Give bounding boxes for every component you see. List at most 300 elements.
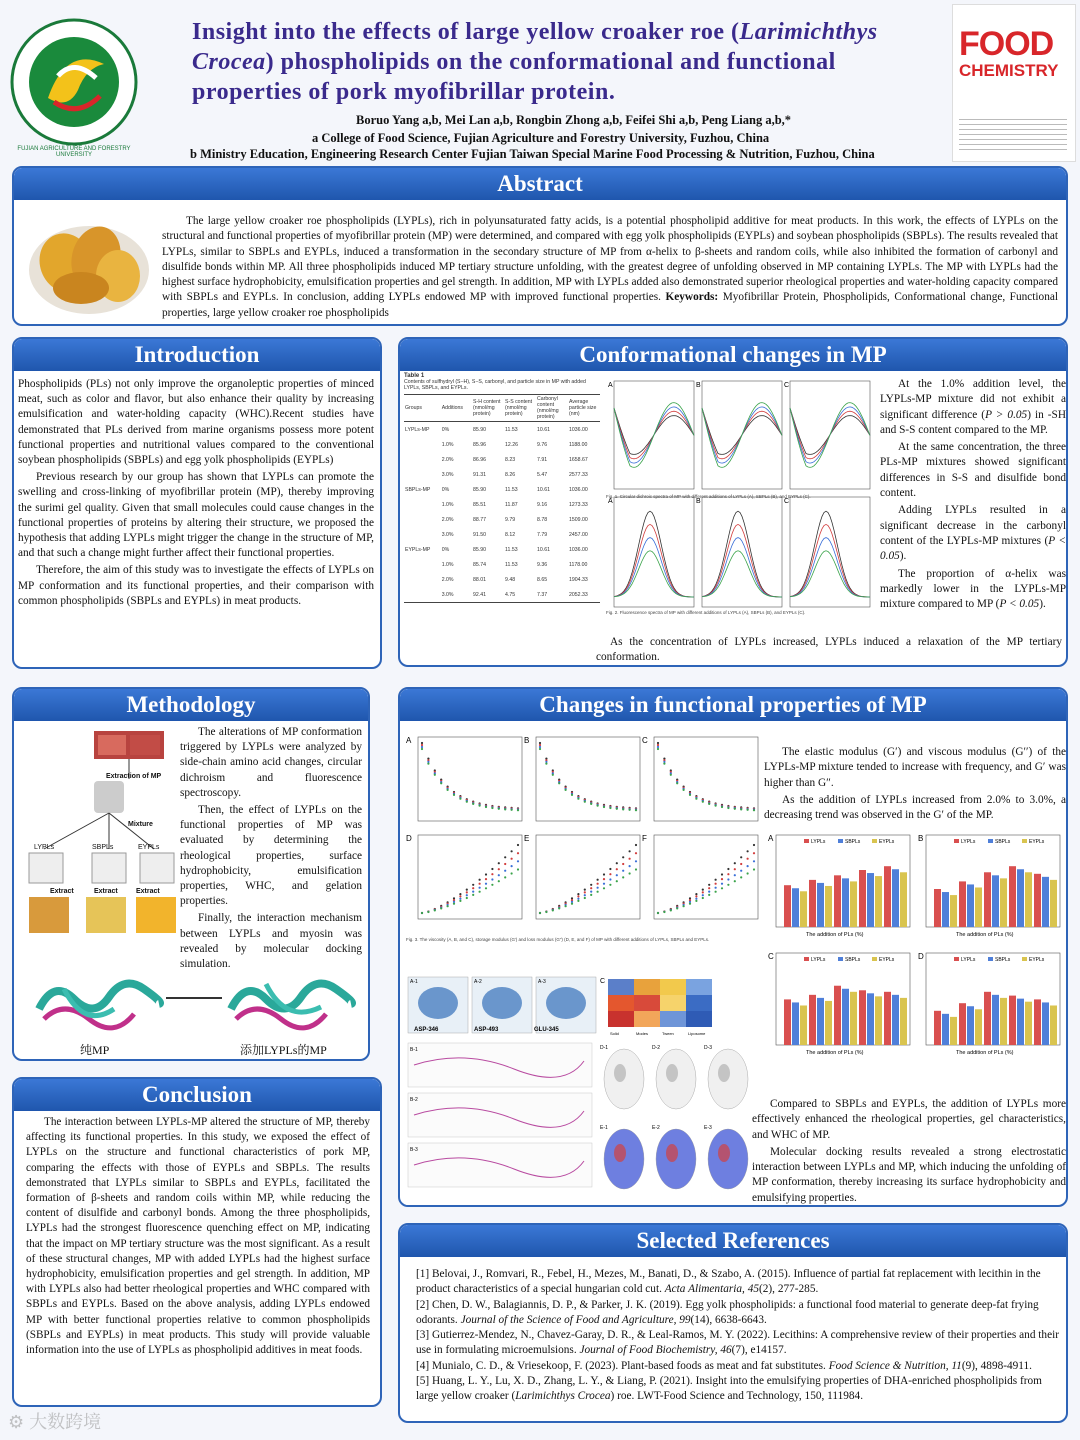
data-point: [616, 808, 618, 810]
chart-panel-label: F: [642, 834, 647, 843]
table-cell: 8.12: [505, 531, 516, 538]
data-point: [539, 744, 541, 746]
heatmap-col-label: Modes: [636, 1031, 649, 1036]
data-point: [498, 874, 500, 876]
bar: [942, 892, 949, 927]
conf-p3-text-c: ).: [899, 550, 907, 563]
data-point: [715, 805, 717, 807]
table-cell: 1.0%: [441, 441, 454, 448]
data-point: [616, 880, 618, 882]
heatmap-cell: [634, 995, 660, 1011]
data-point: [584, 889, 586, 891]
table-cell: 10.61: [537, 546, 550, 553]
data-point: [721, 878, 723, 880]
docking-label: B-3: [410, 1147, 418, 1153]
protein-surface: [482, 987, 522, 1019]
bar: [875, 876, 882, 927]
table-row: [404, 497, 600, 512]
title-line2-a: Crocea: [192, 49, 266, 75]
data-point: [466, 897, 468, 899]
conclusion-panel: [12, 1077, 382, 1407]
data-point: [603, 883, 605, 885]
chart-panel-label: C: [784, 498, 790, 505]
table-cell: EYPLs-MP: [405, 546, 431, 553]
bar: [1050, 880, 1057, 927]
reference-text: [4] Munialo, C. D., & Vriesekoop, F. (2023). Plant-based foods as meat and fat substitutes.: [416, 1359, 829, 1372]
data-point: [459, 898, 461, 900]
func-paragraph-1: The elastic modulus (G′) and viscous modulus (G′′) of the LYPLs-MP mixture tended to increase with frequency, and G′ was higher than G″.: [764, 746, 1066, 789]
data-point: [609, 884, 611, 886]
keywords-text: Myofibrillar Protein, Phospholipids, Conformational change, Functional properties, large yellow croaker roe phospholipids: [162, 291, 1058, 319]
molecular-docking-figure: [404, 973, 758, 1205]
conformational-heading: Conformational changes in MP: [400, 339, 1066, 371]
data-point: [689, 903, 691, 905]
table-header-cell: Additions: [441, 405, 464, 411]
bar: [984, 872, 991, 927]
legend-swatch: [872, 839, 877, 843]
data-point: [479, 805, 481, 807]
chart-panel-label: D: [918, 952, 924, 961]
chart-panel-label: B: [696, 382, 701, 389]
legend-swatch: [872, 957, 877, 961]
docking-label: C: [600, 978, 606, 985]
heatmap-cell: [686, 995, 712, 1011]
watermark-text: 大数跨境: [29, 1412, 102, 1432]
data-point: [740, 876, 742, 878]
bar: [842, 989, 849, 1045]
table-cell: [404, 527, 441, 542]
label-lypls: LYPLs: [34, 844, 55, 851]
data-point: [727, 868, 729, 870]
data-point: [504, 856, 506, 858]
keywords-label: Keywords:: [665, 291, 719, 304]
bar: [784, 999, 791, 1045]
data-point: [447, 789, 449, 791]
heatmap-cell: [686, 979, 712, 995]
title-line3: properties of pork myofibrillar protein.: [192, 79, 616, 105]
bar: [875, 996, 882, 1045]
bar: [784, 885, 791, 927]
data-point: [539, 746, 541, 748]
table-header-cell: Average particle size (nm): [569, 399, 597, 417]
data-point: [479, 879, 481, 881]
bar: [867, 873, 874, 927]
conf-p4-text-a: The proportion of α-helix was markedly lower in the LYPLs-MP mixture compared to MP (: [880, 567, 1066, 611]
data-point: [635, 844, 637, 846]
data-point: [577, 893, 579, 895]
data-point: [466, 891, 468, 893]
conf-p1-text-c: ) in -SH and S-S content compared to the MP.: [880, 408, 1066, 436]
data-point: [629, 872, 631, 874]
table-cell: 9.48: [505, 576, 516, 583]
heatmap-cell: [608, 1011, 634, 1027]
data-point: [622, 863, 624, 865]
data-point: [609, 873, 611, 875]
func-paragraph-2: As the addition of LYPLs increased from 2.0% to 3.0%, a decreasing trend was observed in the G′ of the MP.: [764, 793, 1066, 822]
data-point: [603, 878, 605, 880]
data-point: [695, 900, 697, 902]
cd-caption: Fig. 1. Circular dichroic spectra of MP with different additions of LYPLs (A), SBPLs (B), and EYPLs (C).: [606, 494, 811, 499]
bar: [1034, 874, 1041, 927]
table-row: [404, 557, 600, 572]
table-row: [404, 587, 600, 603]
heatmap-cell: [660, 979, 686, 995]
heatmap-cell: [660, 1011, 686, 1027]
table-cell: 0%: [441, 486, 450, 493]
journal-cover: [952, 4, 1076, 162]
table-row: [404, 542, 600, 557]
heatmap-col-label: Tween: [662, 1031, 674, 1036]
data-point: [708, 803, 710, 805]
table-cell: [404, 467, 441, 482]
data-point: [472, 884, 474, 886]
data-point: [727, 873, 729, 875]
data-point: [552, 909, 554, 911]
data-point: [584, 894, 586, 896]
data-point: [740, 870, 742, 872]
table-cell: 85.90: [473, 426, 486, 433]
legend-label: LYPLs: [961, 957, 976, 963]
abstract-body: [162, 214, 1058, 321]
docking-label: D-3: [704, 1045, 713, 1051]
conf-p1-text-a: At the 1.0% addition level, the LYPLs-MP mixture did not exhibit a significant difference (: [880, 378, 1066, 421]
table-cell: 3.0%: [441, 591, 454, 598]
chart-panel-label: C: [642, 736, 648, 745]
label-extract-2: Extract: [94, 888, 118, 895]
data-point: [511, 858, 513, 860]
data-point: [657, 748, 659, 750]
table-cell: 9.76: [537, 441, 548, 448]
table-row: [404, 512, 600, 527]
bar: [900, 998, 907, 1045]
table-cell: SBPLs-MP: [405, 486, 431, 493]
legend-swatch: [1022, 839, 1027, 843]
watermark-icon: ⚙: [8, 1412, 30, 1432]
data-point: [715, 891, 717, 893]
chart-panel-label: A: [406, 736, 412, 745]
docking-label: D-1: [600, 1045, 609, 1051]
bar: [992, 875, 999, 927]
data-point: [558, 782, 560, 784]
bar: [959, 881, 966, 927]
bar: [884, 866, 891, 927]
data-point: [609, 807, 611, 809]
residue-label: ASP-493: [474, 1027, 499, 1033]
bar: [1009, 996, 1016, 1045]
functional-bar-charts: [768, 831, 1064, 1071]
data-point: [479, 883, 481, 885]
data-point: [734, 862, 736, 864]
chart-panel-label: A: [608, 498, 613, 505]
data-point: [753, 868, 755, 870]
legend-swatch: [804, 957, 809, 961]
rheology-caption: Fig. 3. The viscosity (A, B, and C), storage modulus (G′) and loss modulus (G″) (D, E, and F) of MP with different additions of LYPLs, SBPLs and EYPLs.: [406, 937, 710, 942]
table-cell: 2.0%: [441, 516, 454, 523]
data-point: [504, 808, 506, 810]
table-cell: 85.74: [473, 561, 486, 568]
data-point: [603, 873, 605, 875]
data-point: [434, 774, 436, 776]
data-point: [629, 850, 631, 852]
label-extract-3: Extract: [136, 888, 160, 895]
introduction-body: [14, 371, 380, 609]
caption-pure-mp: 纯MP: [80, 1043, 110, 1057]
data-point: [539, 912, 541, 914]
university-logo: [8, 6, 140, 158]
chart-frame: [536, 835, 640, 919]
table-row: [404, 467, 600, 482]
table-cell: 11.53: [505, 546, 518, 553]
data-point: [734, 880, 736, 882]
legend-swatch: [804, 839, 809, 843]
protein-structure-right: [226, 969, 356, 1035]
data-point: [603, 806, 605, 808]
chart-panel-label: D: [406, 834, 412, 843]
bar: [1017, 999, 1024, 1045]
table-row: [404, 437, 600, 452]
legend-label: LYPLs: [811, 839, 826, 845]
data-point: [472, 891, 474, 893]
docking-label: E-2: [652, 1125, 660, 1131]
data-point: [590, 887, 592, 889]
data-point: [635, 809, 637, 811]
docking-label: B-2: [410, 1097, 418, 1103]
bar: [1025, 1002, 1032, 1045]
reference-text: [3] Gutierrez-Mendez, N., Chavez-Garay, D. R., & Leal-Ramos, M. Y. (2022). Lecithins: A comprehensive review of their properties and their use in formulating microemulsions.: [416, 1329, 1059, 1357]
data-point: [740, 863, 742, 865]
reference-list: [400, 1257, 1066, 1405]
table-cell: 88.01: [473, 576, 486, 583]
func-paragraph-4: Molecular docking results revealed a strong electrostatic interaction between LYPLs and MP, which inducing the unfolding of MP conformation, thereby increasing its surface hydrophobicity and emulsifying properties.: [752, 1145, 1066, 1204]
table-cell: 85.96: [473, 441, 486, 448]
table-row: [404, 572, 600, 587]
bar: [942, 1014, 949, 1045]
data-point: [657, 744, 659, 746]
data-point: [689, 794, 691, 796]
data-point: [466, 894, 468, 896]
data-point: [622, 856, 624, 858]
table-cell: 1188.00: [569, 441, 588, 448]
data-point: [708, 884, 710, 886]
data-point: [577, 798, 579, 800]
data-point: [622, 808, 624, 810]
table-cell: 1509.00: [569, 516, 588, 523]
data-point: [740, 808, 742, 810]
data-point: [635, 868, 637, 870]
data-point: [590, 884, 592, 886]
data-point: [721, 873, 723, 875]
data-point: [459, 798, 461, 800]
reference-pages: (2), 277-285.: [759, 1283, 819, 1296]
surface-patch: [666, 1064, 678, 1082]
data-point: [747, 858, 749, 860]
journal-chemistry: CHEMISTRY: [959, 61, 1059, 80]
data-point: [565, 789, 567, 791]
bar: [892, 869, 899, 927]
legend-swatch: [954, 839, 959, 843]
data-point: [590, 891, 592, 893]
data-point: [491, 884, 493, 886]
data-point: [597, 883, 599, 885]
data-point: [721, 887, 723, 889]
bar: [842, 878, 849, 927]
functional-right-text-top: [764, 745, 1066, 825]
data-point: [472, 894, 474, 896]
data-point: [485, 806, 487, 808]
introduction-panel: [12, 337, 382, 669]
bar: [1025, 872, 1032, 927]
data-point: [485, 883, 487, 885]
bar: [934, 1011, 941, 1045]
reference-journal: Journal of Food Biochemistry, 46: [579, 1344, 732, 1357]
bar: [850, 992, 857, 1045]
legend-label: SBPLs: [995, 957, 1011, 963]
data-point: [747, 850, 749, 852]
data-point: [695, 798, 697, 800]
bar: [934, 889, 941, 927]
data-point: [695, 895, 697, 897]
chart-frame: [654, 737, 758, 821]
data-point: [609, 878, 611, 880]
functional-heading: Changes in functional properties of MP: [400, 689, 1066, 721]
bar: [834, 986, 841, 1045]
data-point: [721, 806, 723, 808]
table-caption: Contents of sulfhydryl (S−H), S−S, carbonyl, and particle size in MP with added LYPLs, SBPLs, and EYPLs.: [404, 379, 586, 391]
references-panel: [398, 1223, 1068, 1423]
data-point: [491, 878, 493, 880]
data-point: [702, 897, 704, 899]
poster-title: [192, 17, 952, 107]
data-point: [466, 801, 468, 803]
data-point: [472, 887, 474, 889]
conf-paragraph-3: [880, 503, 1066, 564]
data-point: [676, 782, 678, 784]
table-header-cell: S-H content (nmol/mg protein): [473, 399, 501, 417]
bar: [859, 990, 866, 1045]
data-point: [479, 891, 481, 893]
data-point: [734, 868, 736, 870]
data-point: [670, 774, 672, 776]
data-point: [498, 808, 500, 810]
legend-swatch: [954, 957, 959, 961]
abstract-heading: Abstract: [14, 168, 1066, 200]
affiliation-a: a College of Food Science, Fujian Agriculture and Forestry University, Fuzhou, China: [312, 131, 770, 145]
data-point: [635, 852, 637, 854]
data-point: [453, 794, 455, 796]
data-point: [629, 809, 631, 811]
data-point: [421, 744, 423, 746]
data-point: [539, 748, 541, 750]
table-header-row: [404, 395, 600, 422]
title-line2-b: ) phospholipids on the conformational and functional: [265, 49, 836, 75]
data-point: [616, 862, 618, 864]
title-line1-a: Insight into the effects of large yellow croaker roe (: [192, 19, 740, 45]
docking-label: A-1: [410, 979, 418, 985]
legend-label: LYPLs: [961, 839, 976, 845]
conf-p4-text-c: ).: [1039, 598, 1046, 611]
reference-item: [416, 1267, 1060, 1298]
heatmap-cell: [608, 979, 634, 995]
table-cell: 7.37: [537, 591, 548, 598]
reference-item: [416, 1374, 1060, 1405]
data-point: [663, 911, 665, 913]
data-point: [727, 884, 729, 886]
data-point: [616, 868, 618, 870]
reference-journal: Food Science & Nutrition, 11: [828, 1359, 962, 1372]
data-point: [657, 912, 659, 914]
bar: [800, 1005, 807, 1045]
croaker-roe-image: [26, 208, 152, 318]
protein-structure-left: [34, 969, 164, 1035]
legend-swatch: [838, 957, 843, 961]
table-cell: 91.31: [473, 471, 486, 478]
reference-item: [416, 1298, 1060, 1329]
data-point: [453, 903, 455, 905]
residue-label: GLU-345: [534, 1027, 559, 1033]
watermark: [8, 1408, 168, 1434]
bar: [967, 1006, 974, 1045]
docking-label: A-2: [474, 979, 482, 985]
table-cell: 1036.00: [569, 486, 588, 493]
intro-paragraph-2: Previous research by our group has shown that LYPLs can promote the swelling and cross-linking of myofibrillar protein (MP), thereby improving the surimi gel quality. Given that small molecules could cause changes in the functional properties of proteins by altering their structure, we proposed the hypothesis that adding LYPLs might trigger the change in the structure of MP, and that such a change might further affect their functional properties.: [18, 471, 374, 560]
data-point: [479, 887, 481, 889]
reference-pages: ) roe. LWT-Food Science and Technology, 150, 111984.: [610, 1390, 864, 1403]
chart-frame: [536, 737, 640, 821]
bar: [1000, 878, 1007, 927]
reference-text: [1] Belovai, J., Romvari, R., Febel, H., Mezes, M., Banati, D., & Szabo, A. (2015). Influence of partial fat replacement with lecithin in the product characteristics of a special hungarian cold cut.: [416, 1268, 1041, 1296]
references-heading: Selected References: [400, 1225, 1066, 1257]
method-paragraph-3: Finally, the interaction mechanism between LYPLs and myosin was revealed by molecular docking simulation.: [180, 912, 362, 971]
data-point: [635, 860, 637, 862]
chart-panel-label: A: [768, 834, 774, 843]
table-cell: 85.90: [473, 546, 486, 553]
table-cell: 10.61: [537, 426, 550, 433]
data-point: [434, 909, 436, 911]
data-point: [753, 852, 755, 854]
data-point: [708, 891, 710, 893]
data-point: [545, 763, 547, 765]
introduction-heading: Introduction: [14, 339, 380, 371]
reference-item: [416, 1328, 1060, 1359]
methodology-flow-diagram: [24, 729, 184, 939]
table-grid: [404, 394, 600, 603]
data-point: [565, 905, 567, 907]
legend-label: SBPLs: [845, 957, 861, 963]
bar: [1034, 999, 1041, 1045]
data-point: [440, 782, 442, 784]
protein-surface: [418, 987, 458, 1019]
heatmap-cell: [686, 1011, 712, 1027]
table-cell: 91.50: [473, 531, 486, 538]
data-point: [517, 852, 519, 854]
table-cell: 12.26: [505, 441, 518, 448]
abstract-panel: [12, 166, 1068, 326]
table-cell: [404, 572, 441, 587]
bar: [1050, 1005, 1057, 1045]
data-point: [517, 860, 519, 862]
heatmap-col-label: Solid: [610, 1031, 619, 1036]
data-point: [747, 865, 749, 867]
table-row: [404, 482, 600, 497]
surface-patch: [614, 1144, 626, 1162]
reference-text: [2] Chen, D. W., Balagiannis, D. P., & Parker, J. K. (2019). Egg yolk phospholipids: a functional food material to generate deep-fat frying odorants.: [416, 1298, 1039, 1326]
data-point: [511, 809, 513, 811]
table-1: [404, 373, 600, 663]
table-cell: LYPLs-MP: [405, 426, 430, 433]
conf-p1-stat: P > 0.05: [985, 408, 1028, 421]
data-point: [584, 891, 586, 893]
conf-p3-stat: P < 0.05: [880, 534, 1066, 563]
